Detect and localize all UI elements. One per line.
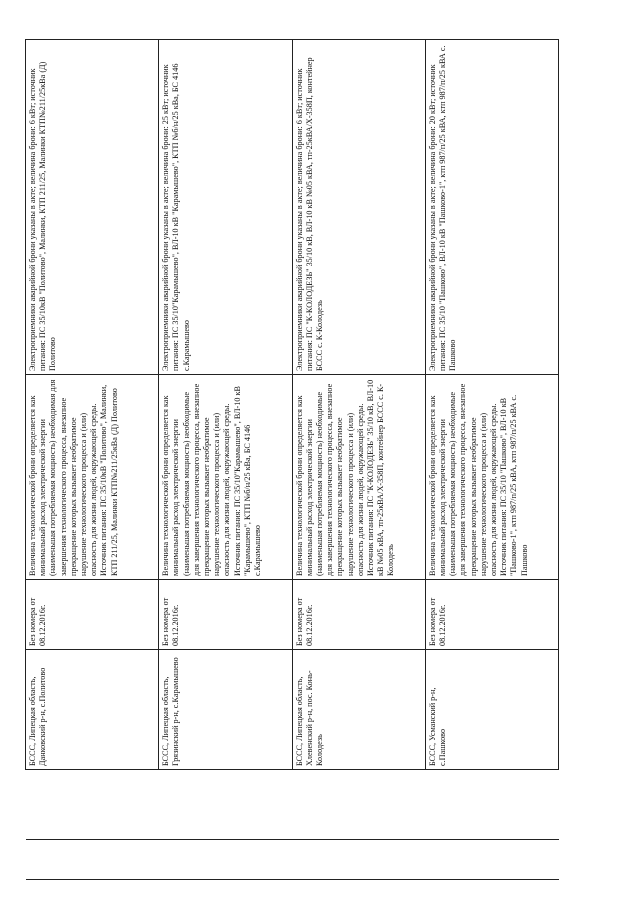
object-name-cell: БССС, Липецкая область, Данковский р-н, с.Политово	[26, 650, 159, 770]
blank-col-2	[26, 770, 159, 840]
tech-reserve-cell: Величина технологической брони определяется как минимальный расход электрической энергии (наименьшая потребляемая мощность) необходимые для завершения технологического процесса, внезапное прекращение которых вызывает необратимое нарушение технологического процесса и (или) опасность для жизни людей, окружающей среды. Источник питания: ПС 35/10 "Пашково", ВЛ-10 кВ "Пашково-1", ктп 987/п/25 кВА, ктп 987/п/25 кВА с. Пашково	[425, 375, 558, 580]
blank-col-1	[425, 840, 558, 880]
emergency-reserve-cell: Электроприемники аварийной брони указаны в акте; величина брони: 25 кВт; источник питания: ПС 35/10"Карамышево", ВЛ-10 кВ "Карамышево", КТП №б/н/25 кВа, БС 4146 с.Карамышево	[159, 40, 292, 375]
rotated-page	[25, 40, 559, 880]
blank-col-2	[159, 770, 292, 840]
emergency-reserve-cell: Электроприемники аварийной брони указаны в акте; величина брони: 6 кВт; источник питания: ПС 35/10кВ "Политово", Малинки, КТП 211/25, Малинки КТП№211/25кВа (Д) Политово	[26, 40, 159, 375]
blank-col-2	[425, 770, 558, 840]
object-name-cell: БССС, Усманский р-н, с.Пашково	[425, 650, 558, 770]
blank-col-1	[26, 840, 159, 880]
object-name-cell: БССС, Липецкая область, Хлевенский р-н, пос. Конь-Колодезь	[292, 650, 425, 770]
act-doc-cell: Без номера от 08.12.2016г.	[292, 580, 425, 650]
emergency-reserve-cell: Электроприемники аварийной брони указаны в акте; величина брони: 6 кВт; источник питания: ПС "К-КОЛОДЕЗЬ" 35/10 кВ, ВЛ-10 кВ №05 кВА, тп-25кВА/Х-358П, контейнер БССС с. К-Колодезь	[292, 40, 425, 375]
tech-reserve-cell: Величина технологической брони определяется как минимальный расход электрической энергии (наименьшая потребляемая мощность) необходимая для завершения технологического процесса, внезапное прекращение которых вызывает необратимое нарушение технологического процесса и (или) опасность для жизни людей, окружающей среды. Источник питания: ПС 35/10кВ "Политово", Малинки, КТП 211/25, Малинки КТП№211/25кВа (Д) Политово	[26, 375, 159, 580]
act-doc-cell: Без номера от 08.12.2016г.	[26, 580, 159, 650]
blank-col-1	[159, 840, 292, 880]
tech-reserve-cell: Величина технологической брони определяется как минимальный расход электрической энергии (наименьшая потребляемая мощность) необходимые для завершения технологического процесса, внезапное прекращение которых вызывает необратимое нарушение технологического процесса и (или) опасность для жизни людей, окружающей среды. Источник питания: ПС "К-КОЛОДЕЗЬ" 35/10 кВ, ВЛ-10 кВ №05 кВА, тп-25кВА/Х-358П, контейнер БССС с. К-Колодезь	[292, 375, 425, 580]
table-row	[425, 40, 558, 880]
power-reserve-table	[25, 39, 559, 880]
table-row	[292, 40, 425, 880]
emergency-reserve-cell: Электроприемники аварийной брони указаны в акте; величина брони: 20 кВт; источник питания: ПС 35/10 "Пашково", ВЛ-10 кВ "Пашково-1", ктп 987/п/25 кВА, ктп 987/п/25 кВА с. Пашково	[425, 40, 558, 375]
object-name-cell: БССС, Липецкая область, Грязинский р-н, с.Карамышево	[159, 650, 292, 770]
table-row	[26, 40, 159, 880]
tech-reserve-cell: Величина технологической брони определяется как минимальный расход электрической энергии (наименьшая потребляемая мощность) необходимые для завершения технологического процесса, внезапное прекращение которых вызывает необратимое нарушение технологического процесса и (или) опасность для жизни людей, окружающей среды. Источник питания: ПС 35/10"Карамышево", ВЛ-10 кВ "Карамышево", КТП №б/н/25 кВа, БС 4146 с.Карамышево	[159, 375, 292, 580]
table-row	[159, 40, 292, 880]
blank-col-2	[292, 770, 425, 840]
blank-col-1	[292, 840, 425, 880]
act-doc-cell: Без номера от 08.12.2016г.	[159, 580, 292, 650]
act-doc-cell: Без номера от 08.12.2016г.	[425, 580, 558, 650]
